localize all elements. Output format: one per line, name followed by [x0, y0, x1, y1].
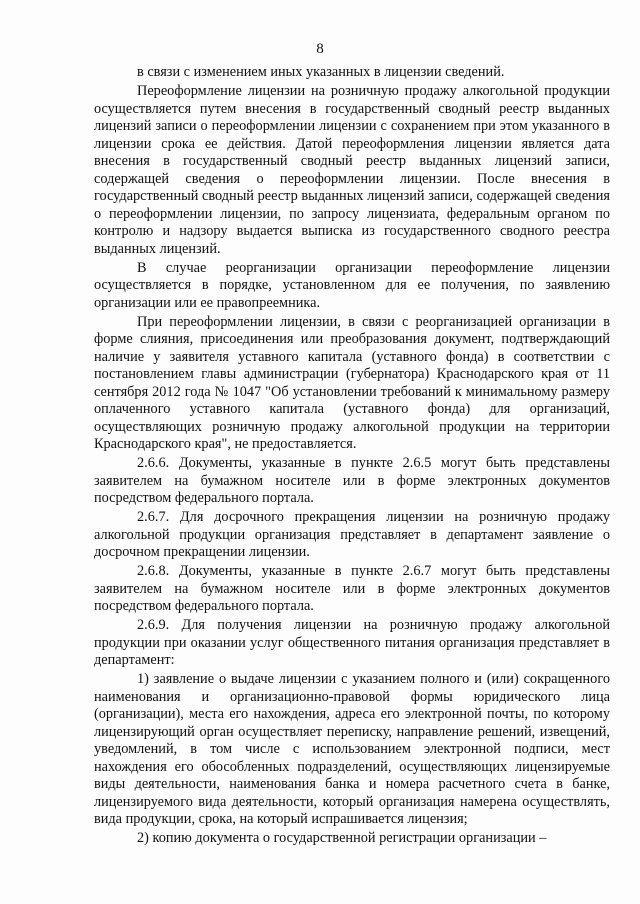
paragraph: Переоформление лицензии на розничную продажу алкогольной продукции осуществляется путем внесения в государственный сводный реестр выданных лицензий записи о переоформлении лицензии с сохранением при этом указанного в лицензии срока ее действия. Датой переоформления лицензии является дата внесения в государственный сводный реестр выданных лицензий записи, содержащей сведения о переоформлении лицензии. После внесения в государственный сводный реестр выданных лицензий записи, содержащей сведения о переоформлении лицензии, по запросу лицензиата, федеральным органом по контролю и надзору выдается выписка из государственного сводного реестра выданных лицензий. [94, 83, 610, 257]
paragraph: 1) заявление о выдаче лицензии с указанием полного и (или) сокращенного наименования и организационно-правовой формы юридического лица (организации), места его нахождения, адреса его электронной почты, по которому лицензирующий орган осуществляет переписку, направление решений, извещений, уведомлений, в том числе с использованием электронной подписи, мест нахождения его обособленных подразделений, осуществляющих лицензируемые виды деятельности, наименования банка и номера расчетного счета в банке, лицензируемого вида деятельности, который организация намерена осуществлять, вида продукции, срока, на который испрашивается лицензия; [94, 671, 610, 827]
paragraph: 2) копию документа о государственной регистрации организации – [137, 830, 547, 846]
paragraph: 2.6.9. Для получения лицензии на розничную продажу алкогольной продукции при оказании услуг общественного питания организация представляет в департамент: [94, 617, 610, 668]
paragraph: 2.6.8. Документы, указанные в пункте 2.6.7 могут быть представлены заявителем на бумажном носителе или в форме электронных документов посредством федерального портала. [94, 563, 610, 614]
paragraph: В случае реорганизации организации переоформление лицензии осуществляется в порядке, установленном для ее получения, по заявлению организации или ее правопреемника. [94, 259, 610, 311]
paragraph: 2.6.6. Документы, указанные в пункте 2.6.5 могут быть представлены заявителем на бумажном носителе или в форме электронных документов посредством федерального портала. [94, 455, 610, 506]
document-body [94, 64, 610, 849]
page-number: 8 [316, 41, 324, 57]
paragraph: 2.6.7. Для досрочного прекращения лицензии на розничную продажу алкогольной продукции организация представляет в департамент заявление о досрочном прекращении лицензии. [94, 509, 610, 560]
paragraph: При переоформлении лицензии, в связи с реорганизацией организации в форме слияния, присоединения или преобразования документ, подтверждающий наличие у заявителя уставного капитала (уставного фонда) в соответствии с постановлением главы администрации (губернатора) Краснодарского края от 11 сентября 2012 года № 1047 "Об установлении требований к минимальному размеру оплаченного уставного капитала (уставного фонда) для организаций, осуществляющих розничную продажу алкогольной продукции на территории Краснодарского края", не предоставляется. [94, 313, 610, 452]
paragraph: в связи с изменением иных указанных в лицензии сведений. [137, 64, 505, 80]
